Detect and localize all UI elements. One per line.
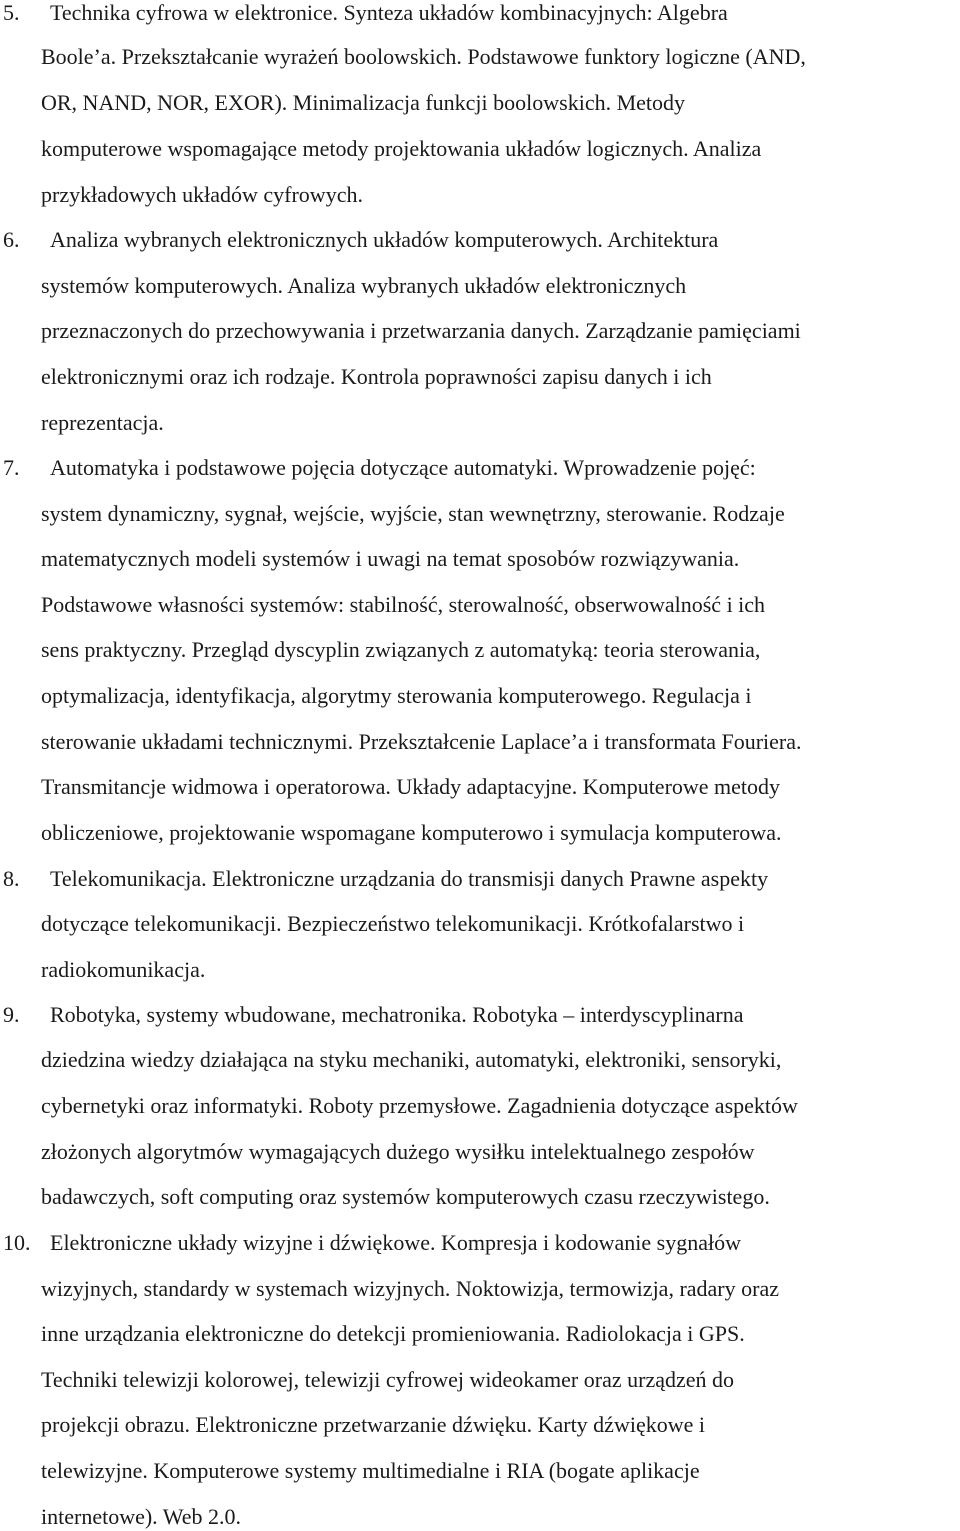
text-line: komputerowe wspomagające metody projektowania układów logicznych. Analiza: [41, 136, 762, 161]
text-line: sterowanie układami technicznymi. Przekształcenie Laplace’a i transformata Fouriera.: [41, 729, 802, 754]
text-line: Transmitancje widmowa i operatorowa. Układy adaptacyjne. Komputerowe metody: [41, 774, 781, 799]
text-line: Elektroniczne układy wizyjne i dźwiękowe. Kompresja i kodowanie sygnałów: [50, 1230, 741, 1255]
text-line: przykładowych układów cyfrowych.: [41, 182, 363, 207]
text-line: złożonych algorytmów wymagających dużego wysiłku intelektualnego zespołów: [41, 1139, 755, 1164]
text-line: matematycznych modeli systemów i uwagi na temat sposobów rozwiązywania.: [41, 546, 740, 571]
text-line: wizyjnych, standardy w systemach wizyjnych. Noktowizja, termowizja, radary oraz: [41, 1276, 779, 1301]
text-line: optymalizacja, identyfikacja, algorytmy sterowania komputerowego. Regulacja i: [41, 683, 752, 708]
text-line: Techniki telewizji kolorowej, telewizji cyfrowej wideokamer oraz urządzeń do: [41, 1367, 734, 1392]
text-line: przeznaczonych do przechowywania i przetwarzania danych. Zarządzanie pamięciami: [41, 318, 801, 343]
text-line: cybernetyki oraz informatyki. Roboty przemysłowe. Zagadnienia dotyczące aspektów: [41, 1093, 798, 1118]
text-line: reprezentacja.: [41, 410, 164, 435]
text-line: inne urządzania elektroniczne do detekcji promieniowania. Radiolokacja i GPS.: [41, 1321, 745, 1346]
text-line: Automatyka i podstawowe pojęcia dotyczące automatyki. Wprowadzenie pojęć:: [50, 455, 756, 480]
text-line: OR, NAND, NOR, EXOR). Minimalizacja funkcji boolowskich. Metody: [41, 90, 686, 115]
text-line: obliczeniowe, projektowanie wspomagane komputerowo i symulacja komputerowa.: [41, 820, 782, 845]
item-number: 6.: [3, 227, 20, 252]
text-line: Telekomunikacja. Elektroniczne urządzania do transmisji danych Prawne aspekty: [50, 866, 769, 891]
text-line: Podstawowe własności systemów: stabilność, sterowalność, obserwowalność i ich: [41, 592, 766, 617]
item-number: 10.: [3, 1230, 31, 1255]
text-line: Boole’a. Przekształcanie wyrażeń boolowskich. Podstawowe funktory logiczne (AND,: [41, 44, 806, 69]
text-line: badawczych, soft computing oraz systemów komputerowych czasu rzeczywistego.: [41, 1184, 770, 1209]
text-line: internetowe). Web 2.0.: [41, 1504, 242, 1529]
item-number: 8.: [3, 866, 20, 891]
text-line: systemów komputerowych. Analiza wybranych układów elektronicznych: [41, 273, 687, 298]
item-number: 7.: [3, 455, 20, 480]
text-line: projekcji obrazu. Elektroniczne przetwarzanie dźwięku. Karty dźwiękowe i: [41, 1412, 705, 1437]
text-line: system dynamiczny, sygnał, wejście, wyjście, stan wewnętrzny, sterowanie. Rodzaje: [41, 501, 785, 526]
item-number: 9.: [3, 1002, 20, 1027]
text-line: radiokomunikacja.: [41, 957, 206, 982]
text-line: dotyczące telekomunikacji. Bezpieczeństwo telekomunikacji. Krótkofalarstwo i: [41, 911, 745, 936]
text-line: Technika cyfrowa w elektronice. Synteza układów kombinacyjnych: Algebra: [50, 0, 728, 25]
text-line: dziedzina wiedzy działająca na styku mechaniki, automatyki, elektroniki, sensoryki,: [41, 1047, 782, 1072]
text-line: elektronicznymi oraz ich rodzaje. Kontrola poprawności zapisu danych i ich: [41, 364, 712, 389]
text-line: Robotyka, systemy wbudowane, mechatronika. Robotyka – interdyscyplinarna: [50, 1002, 744, 1027]
item-number: 5.: [3, 0, 20, 25]
text-line: sens praktyczny. Przegląd dyscyplin związanych z automatyką: teoria sterowania,: [41, 637, 761, 662]
text-line: Analiza wybranych elektronicznych układów komputerowych. Architektura: [50, 227, 719, 252]
text-line: telewizyjne. Komputerowe systemy multimedialne i RIA (bogate aplikacje: [41, 1458, 700, 1483]
